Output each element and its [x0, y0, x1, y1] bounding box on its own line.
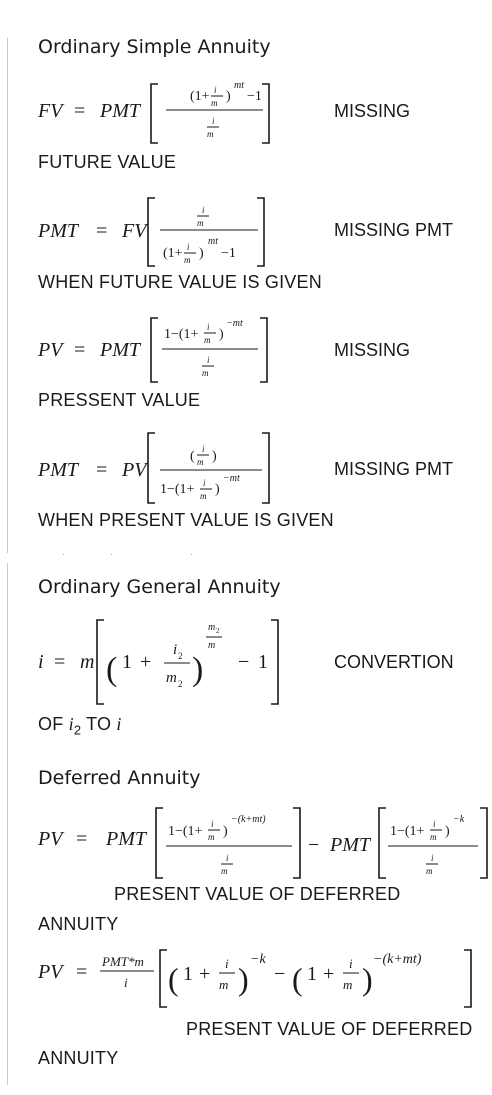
- svg-text:m: m: [219, 977, 229, 992]
- svg-text:i: i: [173, 642, 178, 658]
- separator-dot: ·: [62, 550, 65, 559]
- separator-dot: ·: [110, 550, 113, 559]
- svg-text:): ): [215, 482, 220, 497]
- svg-text:2: 2: [216, 627, 220, 635]
- svg-text:PV: PV: [38, 828, 63, 850]
- svg-text:PMT: PMT: [38, 220, 78, 242]
- svg-text:−k: −k: [250, 952, 266, 967]
- svg-text:(: (: [292, 961, 303, 997]
- svg-text:−(k+mt): −(k+mt): [373, 952, 422, 967]
- svg-text:1−(1+: 1−(1+: [390, 824, 425, 839]
- svg-text:m: m: [184, 255, 191, 265]
- formula-side-label: MISSING: [334, 340, 411, 360]
- svg-text:i: i: [207, 322, 210, 332]
- svg-text:1: 1: [307, 963, 317, 985]
- svg-text:): ): [192, 651, 204, 688]
- svg-text:=: =: [74, 339, 86, 361]
- svg-text:PMT: PMT: [106, 828, 146, 850]
- svg-text:(: (: [106, 651, 118, 688]
- formula-pmt-from-pv: [37, 433, 269, 503]
- svg-text:1: 1: [122, 651, 132, 673]
- svg-text:+: +: [323, 963, 335, 985]
- formula-side-label: MISSING PMT: [334, 459, 454, 479]
- caption-sub: 2: [73, 722, 82, 738]
- svg-text:+: +: [140, 651, 152, 673]
- formula-caption: WHEN PRESENT VALUE IS GIVEN: [38, 510, 334, 530]
- svg-text:−: −: [308, 834, 320, 856]
- svg-text:1−(1+: 1−(1+: [164, 327, 199, 342]
- svg-text:m: m: [208, 622, 216, 633]
- section-heading-ordinary-simple: Ordinary Simple Annuity: [38, 36, 271, 58]
- formula-caption: PRESSENT VALUE: [38, 390, 201, 410]
- svg-text:i: i: [187, 242, 190, 252]
- svg-text:i: i: [38, 651, 44, 673]
- svg-text:m: m: [221, 866, 228, 876]
- formula-caption: WHEN FUTURE VALUE IS GIVEN: [38, 272, 322, 292]
- svg-text:m: m: [202, 368, 209, 378]
- svg-text:m: m: [211, 98, 218, 108]
- svg-text:i: i: [225, 956, 229, 971]
- formula-pmt-from-fv: [37, 198, 264, 266]
- svg-text:PV: PV: [38, 339, 63, 361]
- svg-text:m: m: [204, 335, 211, 345]
- svg-text:1−(1+: 1−(1+: [160, 482, 195, 497]
- svg-text:m: m: [430, 832, 437, 842]
- formula-caption: ANNUITY: [38, 1048, 119, 1068]
- caption-text: OF: [38, 714, 69, 734]
- svg-text:m: m: [197, 457, 204, 467]
- formula-side-label: CONVERTION: [334, 652, 454, 672]
- svg-text:PV: PV: [122, 459, 147, 481]
- svg-text:=: =: [76, 961, 88, 983]
- section-heading-deferred: Deferred Annuity: [38, 767, 201, 789]
- svg-text:FV: FV: [122, 220, 147, 242]
- svg-text:+: +: [199, 963, 211, 985]
- formula-caption: FUTURE VALUE: [38, 152, 177, 172]
- svg-text:m: m: [80, 651, 95, 673]
- svg-text:mt: mt: [208, 236, 218, 247]
- svg-text:1−(1+: 1−(1+: [168, 824, 203, 839]
- formula-side-label: MISSING PMT: [334, 220, 454, 240]
- caption-var: i: [68, 714, 74, 734]
- svg-text:(1+: (1+: [190, 89, 210, 104]
- svg-text:PMT: PMT: [38, 459, 78, 481]
- formula-caption: ANNUITY: [38, 914, 119, 934]
- svg-text:−1: −1: [247, 89, 262, 104]
- svg-text:m: m: [166, 670, 177, 686]
- formula-caption: PRESENT VALUE OF DEFERRED: [114, 884, 401, 904]
- svg-text:(: (: [168, 961, 179, 997]
- svg-text:−(k+mt): −(k+mt): [231, 814, 266, 825]
- section-heading-ordinary-general: Ordinary General Annuity: [38, 576, 281, 598]
- svg-text:i: i: [214, 85, 217, 95]
- svg-text:=: =: [74, 100, 86, 122]
- svg-text:): ): [238, 961, 249, 997]
- caption-text: TO: [81, 714, 117, 734]
- svg-text:): ): [212, 449, 217, 464]
- svg-text:i: i: [211, 819, 214, 829]
- svg-text:i: i: [203, 478, 206, 488]
- svg-text:−k: −k: [453, 814, 465, 825]
- svg-text:m: m: [343, 977, 353, 992]
- svg-text:−mt: −mt: [223, 473, 240, 484]
- svg-text:m: m: [208, 832, 215, 842]
- caption-var: i: [116, 714, 122, 734]
- svg-text:PMT: PMT: [100, 339, 140, 361]
- svg-text:−: −: [238, 651, 250, 673]
- svg-text:−: −: [274, 963, 286, 985]
- svg-text:m: m: [208, 640, 216, 651]
- svg-text:): ): [219, 327, 224, 342]
- svg-text:PMT*m: PMT*m: [102, 954, 144, 969]
- svg-text:): ): [223, 824, 228, 839]
- formula-caption: PRESENT VALUE OF DEFERRED: [186, 1019, 473, 1039]
- svg-text:1: 1: [183, 963, 193, 985]
- svg-text:(: (: [190, 449, 195, 464]
- formula-present-value: [37, 318, 267, 382]
- svg-text:=: =: [96, 220, 108, 242]
- svg-text:=: =: [96, 459, 108, 481]
- svg-text:i: i: [226, 853, 229, 863]
- svg-text:m: m: [197, 218, 204, 228]
- svg-text:−mt: −mt: [226, 318, 243, 329]
- formula-future-value: [37, 80, 269, 143]
- svg-text:=: =: [76, 828, 88, 850]
- svg-text:PMT: PMT: [100, 100, 140, 122]
- svg-text:=: =: [54, 651, 66, 673]
- svg-text:): ): [226, 89, 231, 104]
- svg-text:i: i: [349, 956, 353, 971]
- svg-text:(1+: (1+: [163, 246, 183, 261]
- svg-text:2: 2: [178, 679, 183, 689]
- svg-text:2: 2: [178, 651, 183, 661]
- svg-text:m: m: [426, 866, 433, 876]
- svg-text:i: i: [433, 819, 436, 829]
- formula-side-label: MISSING: [334, 101, 411, 121]
- separator-dot: ·: [190, 550, 193, 559]
- svg-text:m: m: [207, 129, 214, 139]
- svg-text:FV: FV: [38, 100, 63, 122]
- svg-text:−1: −1: [221, 246, 236, 261]
- svg-text:i: i: [212, 116, 215, 126]
- svg-text:): ): [362, 961, 373, 997]
- svg-text:PV: PV: [38, 961, 63, 983]
- svg-text:i: i: [202, 205, 205, 215]
- svg-text:i: i: [124, 975, 128, 990]
- formula-deferred-1: [37, 808, 487, 878]
- svg-text:PMT: PMT: [330, 834, 370, 856]
- svg-text:): ): [445, 824, 450, 839]
- svg-text:): ): [199, 246, 204, 261]
- svg-text:i: i: [431, 853, 434, 863]
- svg-text:i: i: [207, 355, 210, 365]
- formula-conversion: [38, 620, 278, 704]
- svg-text:m: m: [200, 491, 207, 501]
- svg-text:i: i: [202, 444, 205, 454]
- formula-deferred-2: [37, 950, 471, 1007]
- svg-text:1: 1: [258, 651, 268, 673]
- svg-text:mt: mt: [234, 80, 244, 91]
